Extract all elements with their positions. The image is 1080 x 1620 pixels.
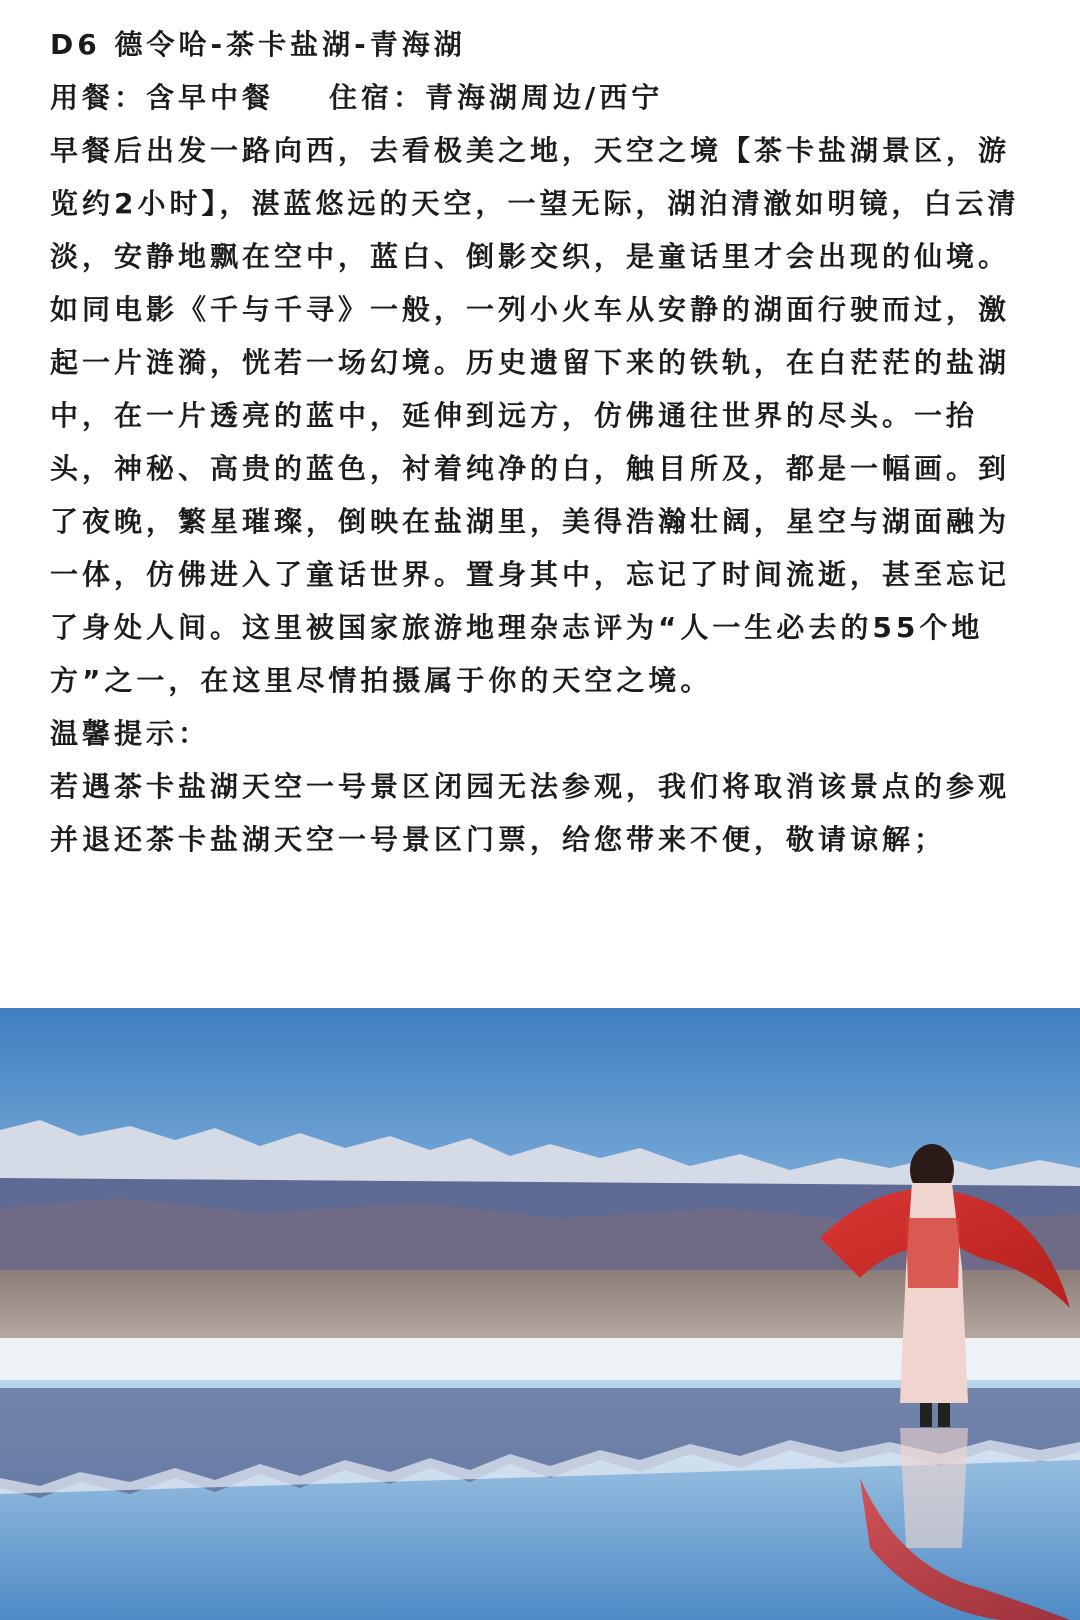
salt-lake-photo	[0, 1008, 1080, 1620]
tip-text: 若遇茶卡盐湖天空一号景区闭园无法参观，我们将取消该景点的参观并退还茶卡盐湖天空一号景区门票，给您带来不便，敬请谅解；	[50, 770, 1011, 856]
meals-label: 用餐：含早中餐	[50, 81, 275, 114]
itinerary-text	[50, 18, 1040, 866]
day-title: D6 德令哈-茶卡盐湖-青海湖	[50, 28, 466, 61]
description-paragraph: 早餐后出发一路向西，去看极美之地，天空之境【茶卡盐湖景区，游览约2小时】，湛蓝悠远的天空，一望无际，湖泊清澈如明镜，白云清淡，安静地飘在空中，蓝白、倒影交织，是童话里才会出现的仙境。如同电影《千与千寻》一般，一列小火车从安静的湖面行驶而过，激起一片涟漪，恍若一场幻境。历史遗留下来的铁轨，在白茫茫的盐湖中，在一片透亮的蓝中，延伸到远方，仿佛通往世界的尽头。一抬头，神秘、高贵的蓝色，衬着纯净的白，触目所及，都是一幅画。到了夜晚，繁星璀璨，倒映在盐湖里，美得浩瀚壮阔，星空与湖面融为一体，仿佛进入了童话世界。置身其中，忘记了时间流逝，甚至忘记了身处人间。这里被国家旅游地理杂志评为“人一生必去的55个地方”之一，在这里尽情拍摄属于你的天空之境。	[50, 134, 1020, 697]
lodging-label: 住宿：青海湖周边/西宁	[329, 81, 664, 114]
meal-lodging-line	[50, 71, 1040, 124]
tip-title: 温馨提示：	[50, 717, 211, 750]
